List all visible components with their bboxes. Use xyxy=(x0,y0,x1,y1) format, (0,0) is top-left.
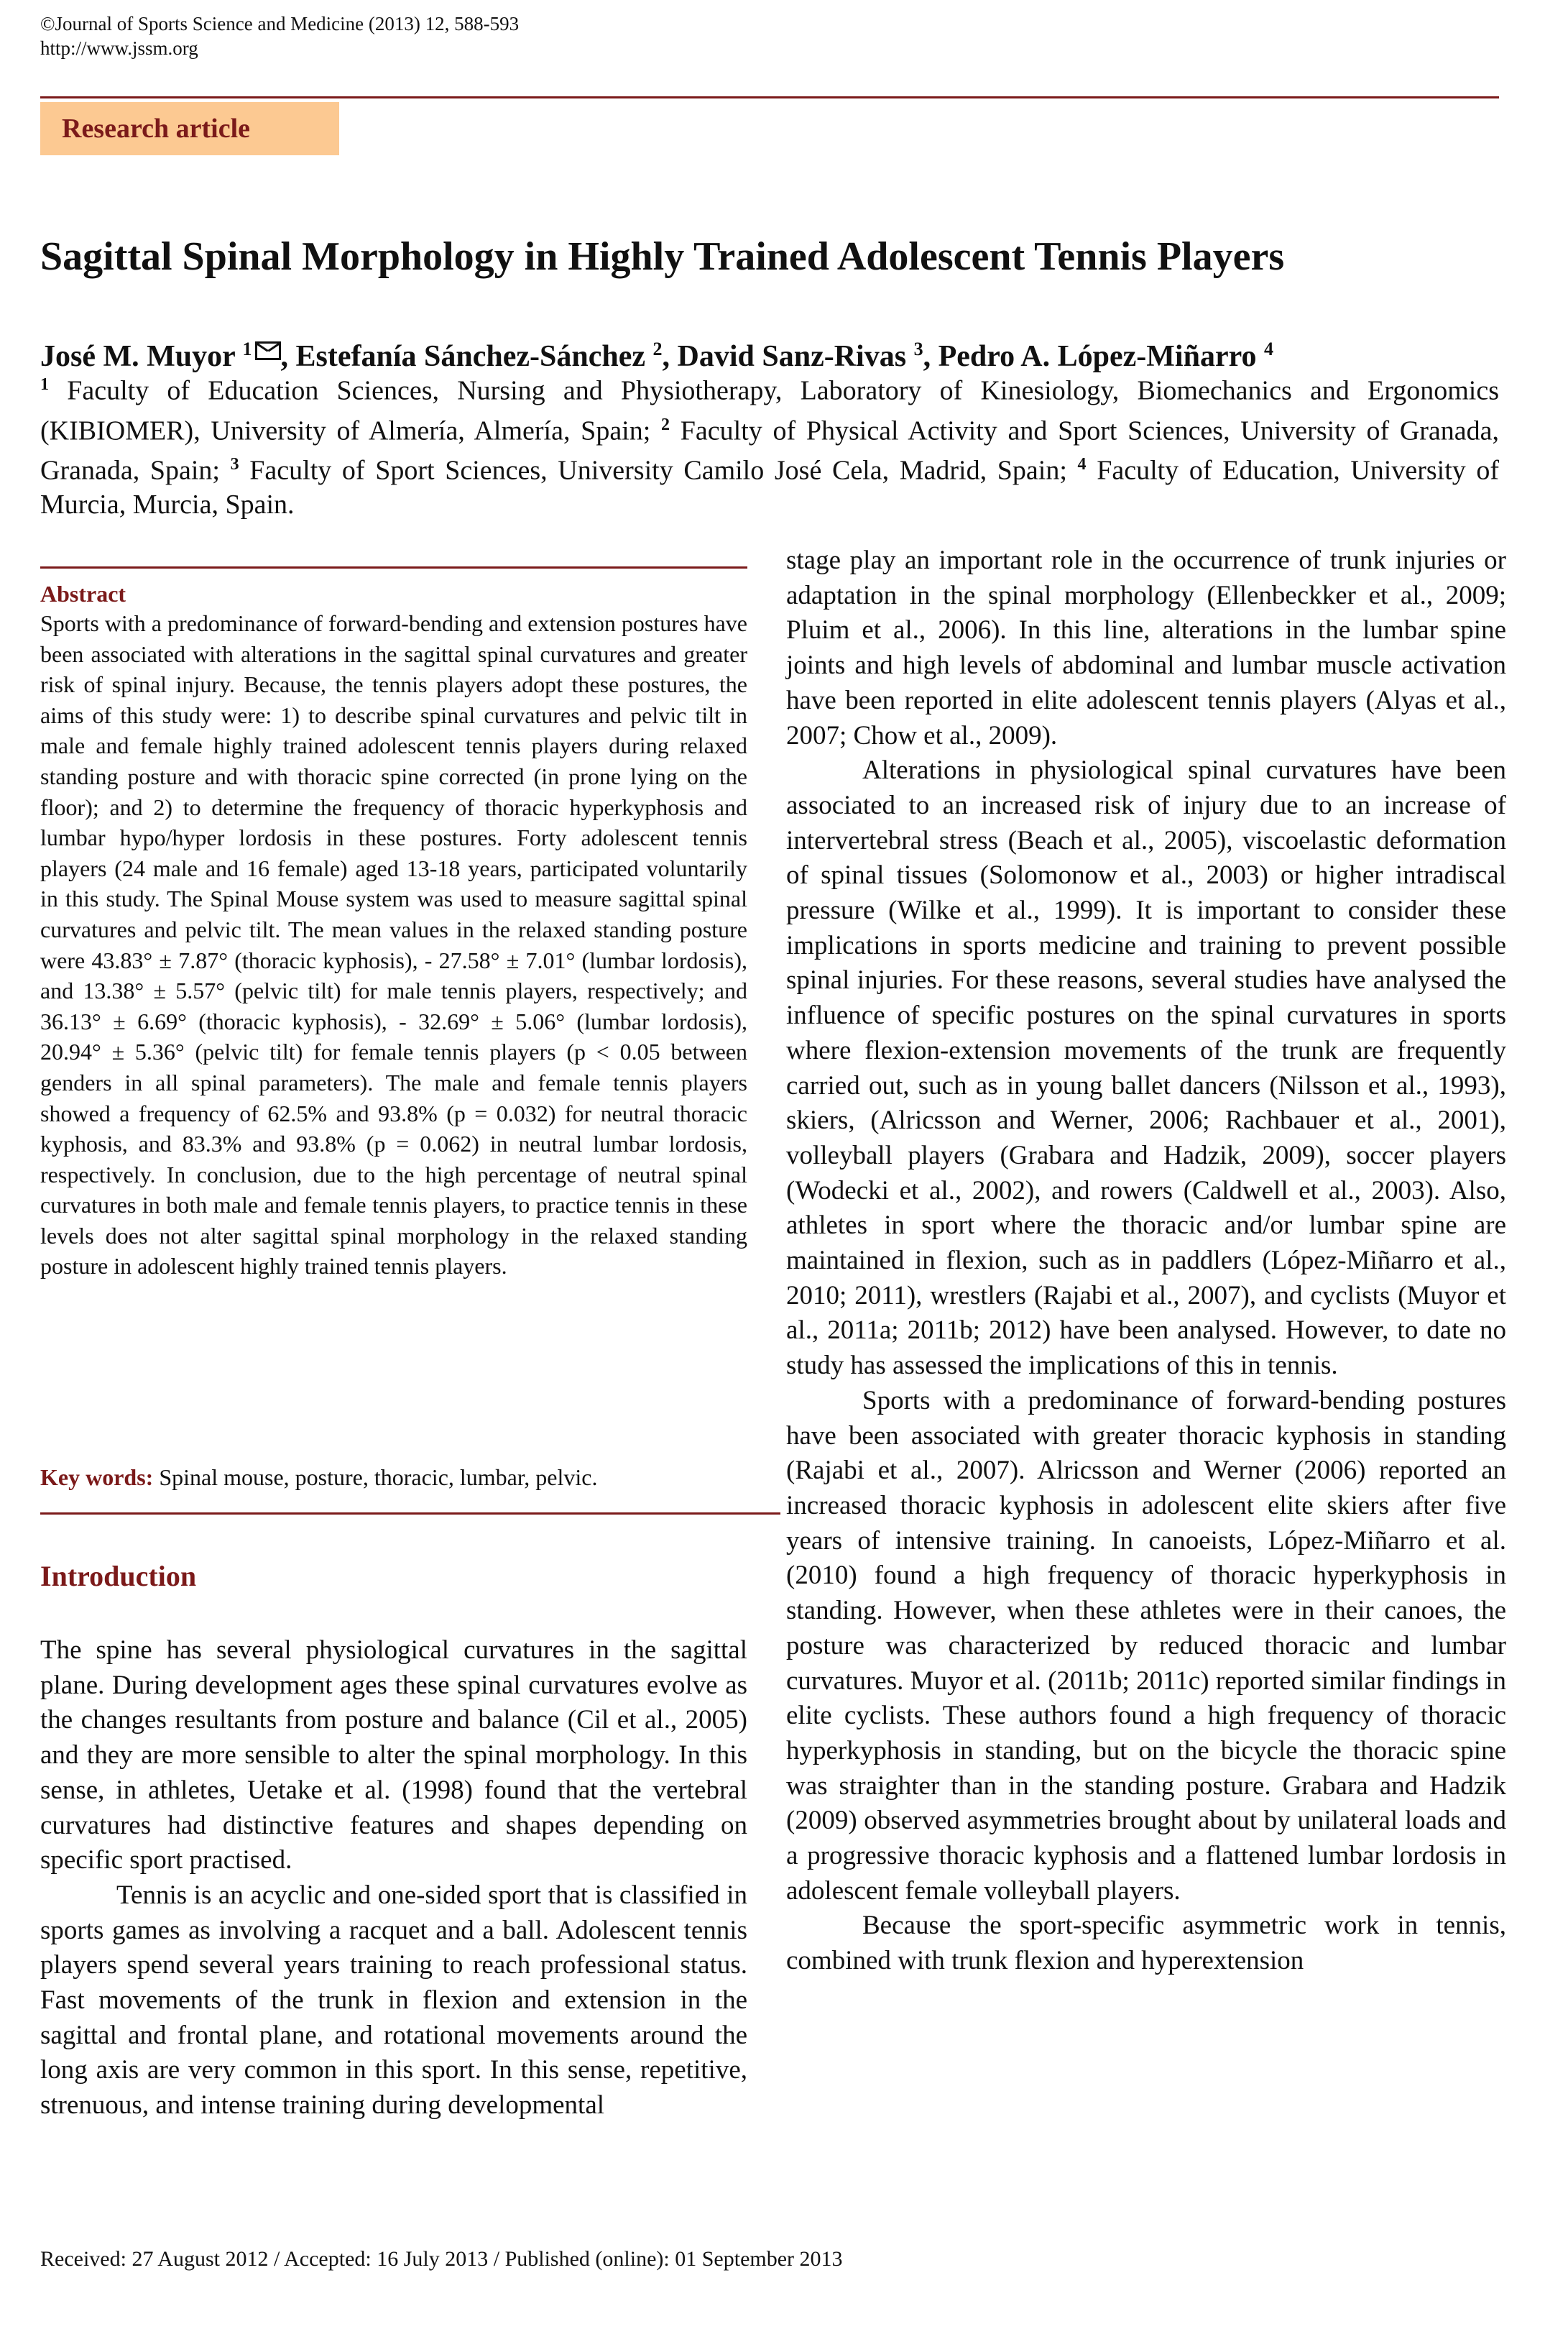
received-dates: Received: 27 August 2012 / Accepted: 16 July 2013 / Published (online): 01 September 2013 xyxy=(40,2247,843,2271)
introduction-body xyxy=(40,1633,747,2123)
introduction-heading: Introduction xyxy=(40,1560,197,1592)
affil-text: Faculty of Education Sciences, Nursing and Physiotherapy, Laboratory of Kinesiology, Biomechanics and Ergonomics (KIBIOMER), University of Almería, Almería, Spain; xyxy=(40,375,1500,446)
affil-number: 2 xyxy=(661,415,670,434)
abstract-text: Sports with a predominance of forward-bending and extension postures have been associated with alterations in the sagittal spinal curvatures and greater risk of spinal injury. Because, the tennis players adopt these postures, the aims of this study were: 1) to describe spinal curvatures and pelvic tilt in male and female highly trained adolescent tennis players during relaxed standing posture and with thoracic spine corrected (in prone lying on the floor); and 2) to determine the frequency of thoracic hyperkyphosis and lumbar hypo/hyper lordosis in these postures. Forty adolescent tennis players (24 male and 16 female) aged 13-18 years, participated voluntarily in this study. The Spinal Mouse system was used to measure sagittal spinal curvatures and pelvic tilt. The mean values in the relaxed standing posture were 43.83° ± 7.87° (thoracic kyphosis), - 27.58° ± 7.01° (lumbar lordosis), and 13.38° ± 5.57° (pelvic tilt) for male tennis players, respectively; and 36.13° ± 6.69° (thoracic kyphosis), - 32.69° ± 5.06° (lumbar lordosis), 20.94° ± 5.36° (pelvic tilt) for female tennis players (p < 0.05 between genders in all spinal parameters). The male and female tennis players showed a frequency of 62.5% and 93.8% (p = 0.032) for neutral thoracic kyphosis, and 83.3% and 93.8% (p = 0.062) in neutral lumbar lordosis, respectively. In conclusion, due to the high percentage of neutral spinal curvatures in both male and female tennis players, to practice tennis in these levels does not alter sagittal spinal morphology in the relaxed standing posture in adolescent highly trained tennis players. xyxy=(40,610,747,1280)
paragraph: Alterations in physiological spinal curvatures have been associated to an increased risk of injury due to an increase of intervertebral stress (Beach et al., 2005), viscoelastic deformation of spinal tissues (Solomonow et al., 2003) or higher intradiscal pressure (Wilke et al., 1999). It is important to consider these implications in sports medicine and training to prevent possible spinal injuries. For these reasons, several studies have analysed the influence of specific postures on the spinal curvatures in sports where flexion-extension movements of the trunk are frequently carried out, such as in young ballet dancers (Nilsson et al., 1993), skiers, (Alricsson and Werner, 2006; Rachbauer et al., 2001), volleyball players (Grabara and Hadzik, 2009), soccer players (Wodecki et al., 2002), and rowers (Caldwell et al., 2003). Also, athletes in sport where the thoracic and/or lumbar spine are maintained in flexion, such as in paddlers (López-Miñarro et al., 2010; 2011), wrestlers (Rajabi et al., 2007), and cyclists (Muyor et al., 2011a; 2011b; 2012) have been analysed. However, to date no study has assessed the implications of this in tennis. xyxy=(786,755,1506,1381)
affil-text: Faculty of Education, University of Murcia, Murcia, Spain. xyxy=(40,455,1500,520)
author-affil-number: 1 xyxy=(242,339,252,359)
article-type-badge: Research article xyxy=(40,102,339,155)
email-icon[interactable] xyxy=(255,341,281,360)
abstract-top-rule xyxy=(40,566,747,569)
paragraph: Tennis is an acyclic and one-sided sport that is classified in sports games as involving a racquet and a ball. Adolescent tennis players spend several years training to reach professional status. Fast movements of the trunk in flexion and extension in the sagittal and frontal plane, and rotational movements around the long axis are very common in this sport. In this sense, repetitive, strenuous, and intense training during developmental xyxy=(40,1880,747,2121)
keywords-text: Spinal mouse, posture, thoracic, lumbar, pelvic. xyxy=(159,1464,598,1490)
affil-number: 4 xyxy=(1077,455,1087,474)
abstract-heading: Abstract xyxy=(40,581,126,607)
keywords xyxy=(40,1462,747,1492)
abstract-bottom-rule xyxy=(40,1512,780,1515)
author-affil-number: 4 xyxy=(1263,339,1273,359)
affil-text: Faculty of Sport Sciences, University Camilo José Cela, Madrid, Spain; xyxy=(249,455,1067,486)
affil-number: 3 xyxy=(230,455,239,474)
author-name: Estefanía Sánchez-Sánchez xyxy=(295,340,646,373)
author-name: José M. Muyor xyxy=(40,340,236,373)
journal-url[interactable]: http://www.jssm.org xyxy=(40,37,198,59)
author-list: José M. Muyor $^1$ , Estefanía Sánchez-Sánchez $^2$, David Sanz-Rivas $^3$, Pedro A. López-Miñarro $^4$ xyxy=(40,339,1273,373)
author-name: Pedro A. López-Miñarro xyxy=(938,340,1257,373)
paper-title: Sagittal Spinal Morphology in Highly Trained Adolescent Tennis Players xyxy=(40,234,1285,279)
paragraph: Because the sport-specific asymmetric work in tennis, combined with trunk flexion and hyperextension xyxy=(786,1911,1506,1976)
header-rule xyxy=(40,96,1499,98)
affil-text: Faculty of Physical Activity and Sport Sciences, University of Granada, Granada, Spain; xyxy=(40,415,1500,486)
affiliations xyxy=(40,368,1499,522)
right-column-body xyxy=(786,543,1506,1979)
author-name: David Sanz-Rivas xyxy=(677,340,907,373)
journal-citation: ©Journal of Sports Science and Medicine (2013) 12, 588-593 xyxy=(40,13,520,35)
paragraph: The spine has several physiological curvatures in the sagittal plane. During development ages these spinal curvatures evolve as the changes resultants from posture and balance (Cil et al., 2005) and they are more sensible to alter the spinal morphology. In this sense, in athletes, Uetake et al. (1998) found that the vertebral curvatures had distinctive features and shapes depending on specific sport practised. xyxy=(40,1635,747,1875)
keywords-label: Key words: xyxy=(40,1464,154,1490)
author-affil-number: 3 xyxy=(913,339,923,359)
paragraph: stage play an important role in the occurrence of trunk injuries or adaptation in the spinal morphology (Ellenbeckker et al., 2009; Pluim et al., 2006). In this line, alterations in the lumbar spine joints and high levels of abdominal and lumbar muscle activation have been reported in elite adolescent tennis players (Alyas et al., 2007; Chow et al., 2009). xyxy=(786,546,1506,750)
paragraph: Sports with a predominance of forward-bending postures have been associated with greater thoracic kyphosis in standing (Rajabi et al., 2007). Alricsson and Werner (2006) reported an increased thoracic kyphosis in adolescent elite skiers after five years of intensive training. In canoeists, López-Miñarro et al. (2010) found a high frequency of thoracic hyperkyphosis in standing. However, when these athletes were in their canoes, the posture was characterized by reduced thoracic and lumbar curvatures. Muyor et al. (2011b; 2011c) reported similar findings in elite cyclists. These authors found a high frequency of thoracic hyperkyphosis in standing, but on the bicycle the thoracic spine was straighter than in the standing posture. Grabara and Hadzik (2009) observed asymmetries brought about by unilateral loads and a progressive thoracic kyphosis and a flattened lumbar lordosis in adolescent female volleyball players. xyxy=(786,1385,1506,1906)
author-affil-number: 2 xyxy=(652,339,663,359)
affil-number: 1 xyxy=(40,375,49,394)
